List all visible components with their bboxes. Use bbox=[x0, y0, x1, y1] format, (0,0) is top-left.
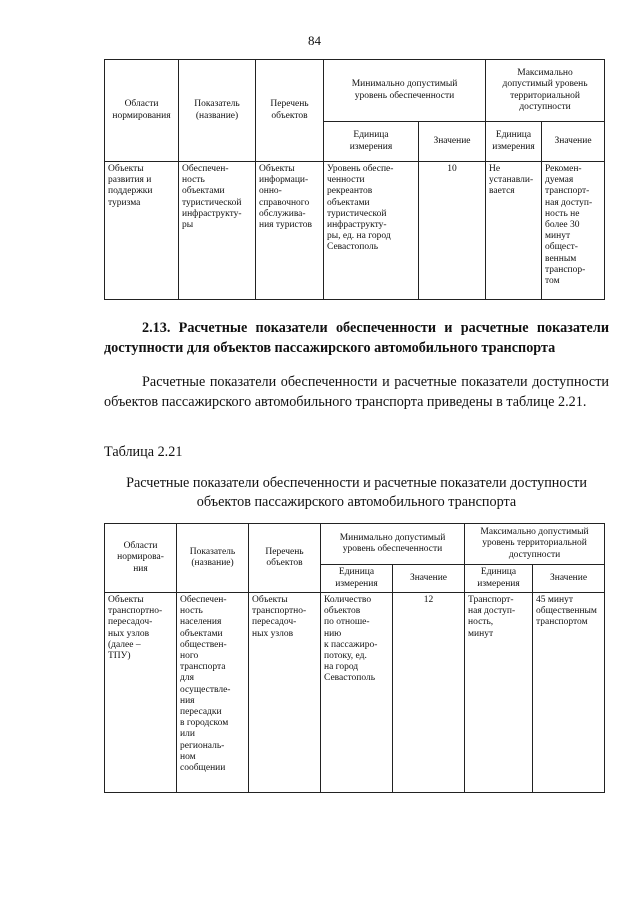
cell-area: Объекты транспортно- пересадоч- ных узлов (далее – ТПУ) bbox=[105, 593, 177, 793]
table-row bbox=[105, 593, 605, 793]
cell-max-value: Рекомен- дуемая транспорт- ная доступ- ность не более 30 минут общест- венным транспор- том bbox=[542, 162, 605, 300]
header-object-list: Перечень объектов bbox=[256, 60, 324, 162]
header-max-value: Значение bbox=[533, 565, 605, 593]
cell-object-list: Объекты информаци- онно- справочного обслужива- ния туристов bbox=[256, 162, 324, 300]
cell-area: Объекты развития и поддержки туризма bbox=[105, 162, 179, 300]
table-caption: Расчетные показатели обеспеченности и расчетные показатели доступности объектов пассажирского автомобильного транспорта bbox=[126, 475, 587, 510]
cell-max-value: 45 минут общественным транспортом bbox=[533, 593, 605, 793]
header-max-value: Значение bbox=[542, 122, 605, 162]
header-min-value: Значение bbox=[393, 565, 465, 593]
cell-max-unit: Не устанавли- вается bbox=[486, 162, 542, 300]
header-max-level: Максимально допустимый уровень территориальной доступности bbox=[465, 524, 605, 565]
cell-min-unit: Уровень обеспе- ченности рекреантов объектами туристической инфраструкту- ры, ед. на город Севастополь bbox=[324, 162, 419, 300]
header-min-level: Минимально допустимый уровень обеспеченности bbox=[321, 524, 465, 565]
cell-indicator: Обеспечен- ность объектами туристической инфраструкту- ры bbox=[179, 162, 256, 300]
table-row bbox=[105, 162, 605, 300]
cell-object-list: Объекты транспортно- пересадоч- ных узлов bbox=[249, 593, 321, 793]
header-object-list: Перечень объектов bbox=[249, 524, 321, 593]
header-min-value: Значение bbox=[419, 122, 486, 162]
header-min-unit: Единица измерения bbox=[324, 122, 419, 162]
section-heading: 2.13. Расчетные показатели обеспеченности и расчетные показатели доступности для объектов пассажирского автомобильного транспорта bbox=[104, 320, 609, 356]
page-number: 84 bbox=[308, 33, 321, 48]
header-max-unit: Единица измерения bbox=[486, 122, 542, 162]
norms-table-transport bbox=[104, 523, 605, 793]
cell-min-unit: Количество объектов по отноше- нию к пассажиро- потоку, ед. на город Севастополь bbox=[321, 593, 393, 793]
cell-indicator: Обеспечен- ность населения объектами обществен- ного транспорта для осуществле- ния пересадки в городском или региональ- ном сообщении bbox=[177, 593, 249, 793]
table-label: Таблица 2.21 bbox=[104, 444, 183, 460]
header-max-level: Максимально допустимый уровень территориальной доступности bbox=[486, 60, 605, 122]
cell-min-value: 10 bbox=[419, 162, 486, 300]
header-min-unit: Единица измерения bbox=[321, 565, 393, 593]
norms-table-tourism bbox=[104, 59, 605, 300]
cell-max-unit: Транспорт- ная доступ- ность, минут bbox=[465, 593, 533, 793]
header-area: Области нормирования bbox=[105, 60, 179, 162]
header-indicator: Показатель (название) bbox=[179, 60, 256, 162]
header-area: Области нормирова- ния bbox=[105, 524, 177, 593]
header-min-level: Минимально допустимый уровень обеспеченности bbox=[324, 60, 486, 122]
body-paragraph: Расчетные показатели обеспеченности и расчетные показатели доступности объектов пассажирского автомобильного транспорта приведены в таблице 2.21. bbox=[104, 374, 609, 410]
header-max-unit: Единица измерения bbox=[465, 565, 533, 593]
header-indicator: Показатель (название) bbox=[177, 524, 249, 593]
cell-min-value: 12 bbox=[393, 593, 465, 793]
